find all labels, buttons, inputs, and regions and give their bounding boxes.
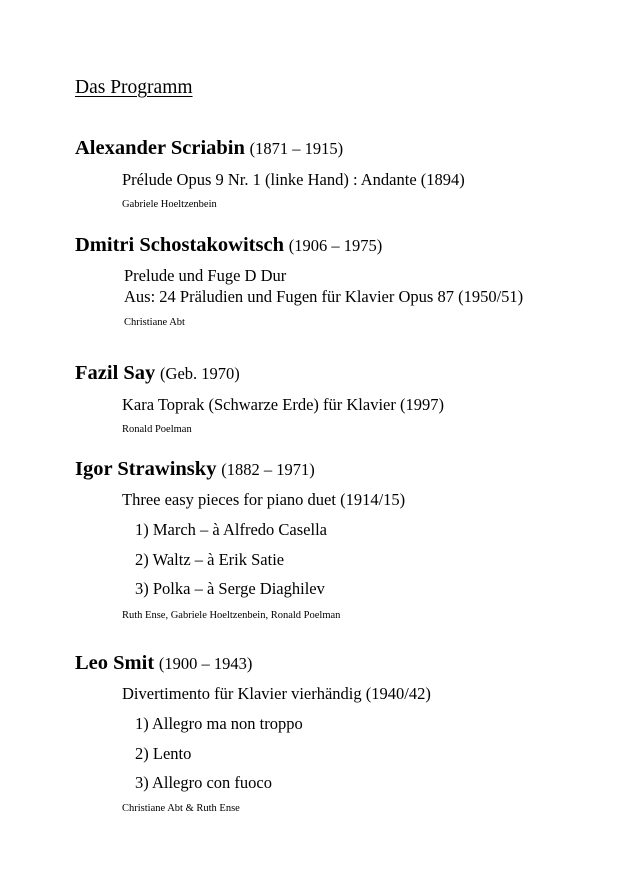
movement: 1) March – à Alfredo Casella xyxy=(135,520,327,539)
composer-heading xyxy=(75,652,252,675)
work-title: Prélude Opus 9 Nr. 1 (linke Hand) : Andante (1894) xyxy=(122,170,465,189)
composer-heading xyxy=(75,362,240,385)
composer-heading xyxy=(75,458,315,481)
composer-dates: (1906 – 1975) xyxy=(288,236,383,255)
performers: Christiane Abt xyxy=(124,317,185,328)
composer-heading xyxy=(75,234,382,257)
composer-name: Fazil Say xyxy=(75,362,156,384)
performers: Ruth Ense, Gabriele Hoeltzenbein, Ronald Poelman xyxy=(122,610,341,621)
performers: Ronald Poelman xyxy=(122,424,192,435)
movement: 3) Allegro con fuoco xyxy=(135,773,273,792)
movement: 3) Polka – à Serge Diaghilev xyxy=(135,579,325,598)
composer-name: Leo Smit xyxy=(75,652,155,674)
work-title: Kara Toprak (Schwarze Erde) für Klavier (1997) xyxy=(122,395,444,414)
composer-dates: (Geb. 1970) xyxy=(160,364,240,383)
movement: 2) Lento xyxy=(135,744,192,763)
composer-dates: (1900 – 1943) xyxy=(158,654,253,673)
performers: Christiane Abt & Ruth Ense xyxy=(122,803,240,814)
work-title: Prelude und Fuge D Dur xyxy=(124,266,287,285)
page-title: Das Programm xyxy=(75,77,193,98)
movement: 1) Allegro ma non troppo xyxy=(135,714,303,733)
work-title: Aus: 24 Präludien und Fugen für Klavier Opus 87 (1950/51) xyxy=(124,287,524,306)
work-title: Three easy pieces for piano duet (1914/15) xyxy=(122,490,406,509)
work-title: Divertimento für Klavier vierhändig (1940/42) xyxy=(122,684,431,703)
composer-name: Alexander Scriabin xyxy=(75,137,245,159)
composer-name: Igor Strawinsky xyxy=(75,458,217,480)
performers: Gabriele Hoeltzenbein xyxy=(122,199,217,210)
composer-heading xyxy=(75,137,343,160)
composer-name: Dmitri Schostakowitsch xyxy=(75,234,284,256)
movement: 2) Waltz – à Erik Satie xyxy=(135,550,285,569)
composer-dates: (1882 – 1971) xyxy=(221,460,315,479)
composer-dates: (1871 – 1915) xyxy=(249,139,344,158)
